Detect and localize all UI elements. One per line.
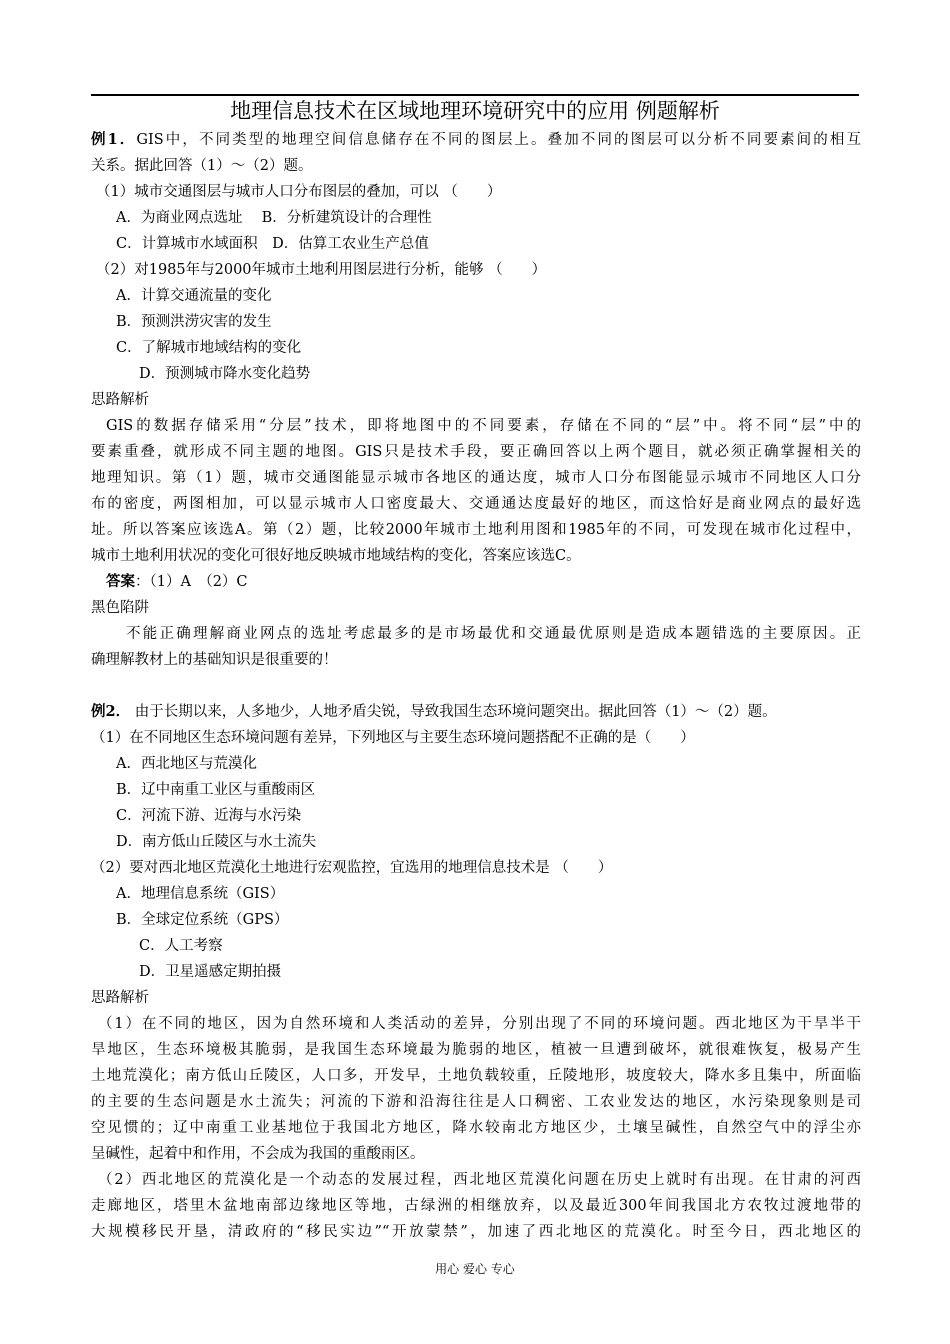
- ex1-analysis-line: 布的密度，两图相加，可以显示城市人口密度最大、交通通达度最好的地区，而这恰好是商业网点的最好选: [91, 496, 861, 512]
- ex1-question-1: （1）城市交通图层与城市人口分布图层的叠加，可以 （ ）: [96, 184, 502, 200]
- page-title: 地理信息技术在区域地理环境研究中的应用 例题解析: [230, 99, 720, 123]
- ex1-analysis-heading: 思路解析: [91, 392, 149, 408]
- ex2-q2-option-c: C．人工考察: [139, 938, 223, 954]
- ex2-analysis-line: 走廊地区，塔里木盆地南部边缘地区等地，古绿洲的相继放弃，以及最近300年间我国北方农牧过渡地带的: [91, 1198, 861, 1214]
- ex1-trap-line: 不能正确理解商业网点的选址考虑最多的是市场最优和交通最优原则是造成本题错选的主要原因。正: [126, 626, 861, 642]
- ex2-q1-option-c: C．河流下游、近海与水污染: [116, 808, 302, 824]
- ex2-analysis-line: 大规模移民开垦，清政府的“移民实边”“开放蒙禁”，加速了西北地区的荒漠化。时至今日，西北地区的: [91, 1224, 861, 1240]
- ex1-analysis-line: 址。所以答案应该选A。第（2）题，比较2000年城市土地利用图和1985年的不同，可发现在城市化过程中，: [91, 522, 861, 538]
- ex1-analysis-line: 要素重叠，就形成不同主题的地图。GIS只是技术手段，要正确回答以上两个题目，就必须正确掌握相关的: [91, 444, 861, 460]
- ex2-analysis-line: （1）在不同的地区，因为自然环境和人类活动的差异，分别出现了不同的环境问题。西北地区为干旱半干: [98, 1016, 861, 1032]
- ex2-question-1: （1）在不同地区生态环境问题有差异，下列地区与主要生态环境问题搭配不正确的是（ ）: [91, 730, 695, 746]
- ex2-analysis-line: 土地荒漠化；南方低山丘陵区，人口多，开发早，土地负载较重，丘陵地形，坡度较大，降水多且集中，所面临: [91, 1068, 861, 1084]
- header-rule: [91, 94, 859, 96]
- ex1-intro-line-2: 关系。据此回答（1）～（2）题。: [91, 158, 313, 174]
- ex1-q2-option-c: C．了解城市地域结构的变化: [116, 340, 302, 356]
- document-body: [91, 127, 861, 1245]
- ex2-q2-option-d: D．卫星遥感定期拍摄: [139, 964, 282, 980]
- ex2-analysis-line: （2）西北地区的荒漠化是一个动态的发展过程，西北地区荒漠化问题在历史上就时有出现。在甘肃的河西: [98, 1172, 861, 1188]
- ex2-q1-option-b: B．辽中南重工业区与重酸雨区: [116, 782, 316, 798]
- page-footer: 用心 爱心 专心: [435, 1262, 515, 1276]
- ex1-analysis-line: 地理知识。第（1）题，城市交通图能显示城市各地区的通达度，城市人口分布图能显示城市不同地区人口分: [91, 470, 861, 486]
- ex1-q2-option-a: A．计算交通流量的变化: [116, 288, 272, 304]
- ex1-q2-option-d: D．预测城市降水变化趋势: [139, 366, 311, 382]
- ex1-q1-options-cd: C．计算城市水域面积 D．估算工农业生产总值: [116, 236, 429, 252]
- ex2-analysis-heading: 思路解析: [91, 990, 149, 1006]
- ex1-question-2: （2）对1985年与2000年城市土地利用图层进行分析，能够 （ ）: [96, 262, 547, 278]
- ex2-analysis-line: 旱地区，生态环境极其脆弱，是我国生态环境最为脆弱的地区，植被一旦遭到破坏，就很难恢复，极易产生: [91, 1042, 861, 1058]
- ex2-q2-option-a: A．地理信息系统（GIS）: [116, 886, 285, 902]
- ex2-question-2: （2）要对西北地区荒漠化土地进行宏观监控，宜选用的地理信息技术是 （ ）: [91, 860, 613, 876]
- ex1-q1-options-ab: A．为商业网点选址 B．分析建筑设计的合理性: [116, 210, 432, 226]
- ex2-intro: 例2． 由于长期以来，人多地少，人地矛盾尖锐，导致我国生态环境问题突出。据此回答（1）～（2）题。: [91, 703, 777, 720]
- ex2-q1-option-a: A．西北地区与荒漠化: [116, 756, 257, 772]
- ex2-q1-option-d: D．南方低山丘陵区与水土流失: [116, 834, 317, 850]
- ex1-answer: 答案：（1）A （2）C: [106, 573, 248, 590]
- ex1-trap-heading: 黑色陷阱: [91, 600, 149, 616]
- answer-label: 答案: [106, 573, 135, 590]
- ex1-intro-line-1: 例1．GIS中，不同类型的地理空间信息储存在不同的图层上。叠加不同的图层可以分析不同要素间的相互: [91, 131, 861, 148]
- ex1-analysis-line: 城市土地利用状况的变化可很好地反映城市地域结构的变化，答案应该选C。: [91, 548, 581, 564]
- ex1-q2-option-b: B．预测洪涝灾害的发生: [116, 314, 272, 330]
- ex1-label: 例1．: [91, 131, 137, 148]
- ex1-trap-line: 确理解教材上的基础知识是很重要的！: [91, 652, 338, 668]
- ex2-analysis-line: 呈碱性，起着中和作用，不会成为我国的重酸雨区。: [91, 1146, 425, 1162]
- ex2-analysis-line: 空见惯的；辽中南重工业基地位于我国北方地区，降水较南北方地区少，土壤呈碱性，自然空气中的浮尘亦: [91, 1120, 861, 1136]
- spacer: [91, 673, 861, 699]
- ex2-label: 例2．: [91, 703, 131, 720]
- ex2-analysis-line: 的主要的生态问题是水土流失；河流的下游和沿海往往是人口稠密、工农业发达的地区，水污染现象则是司: [91, 1094, 861, 1110]
- ex1-analysis-line: GIS的数据存储采用“分层”技术，即将地图中的不同要素，存储在不同的“层”中。将不同“层”中的: [106, 418, 861, 434]
- ex2-q2-option-b: B．全球定位系统（GPS）: [116, 912, 289, 928]
